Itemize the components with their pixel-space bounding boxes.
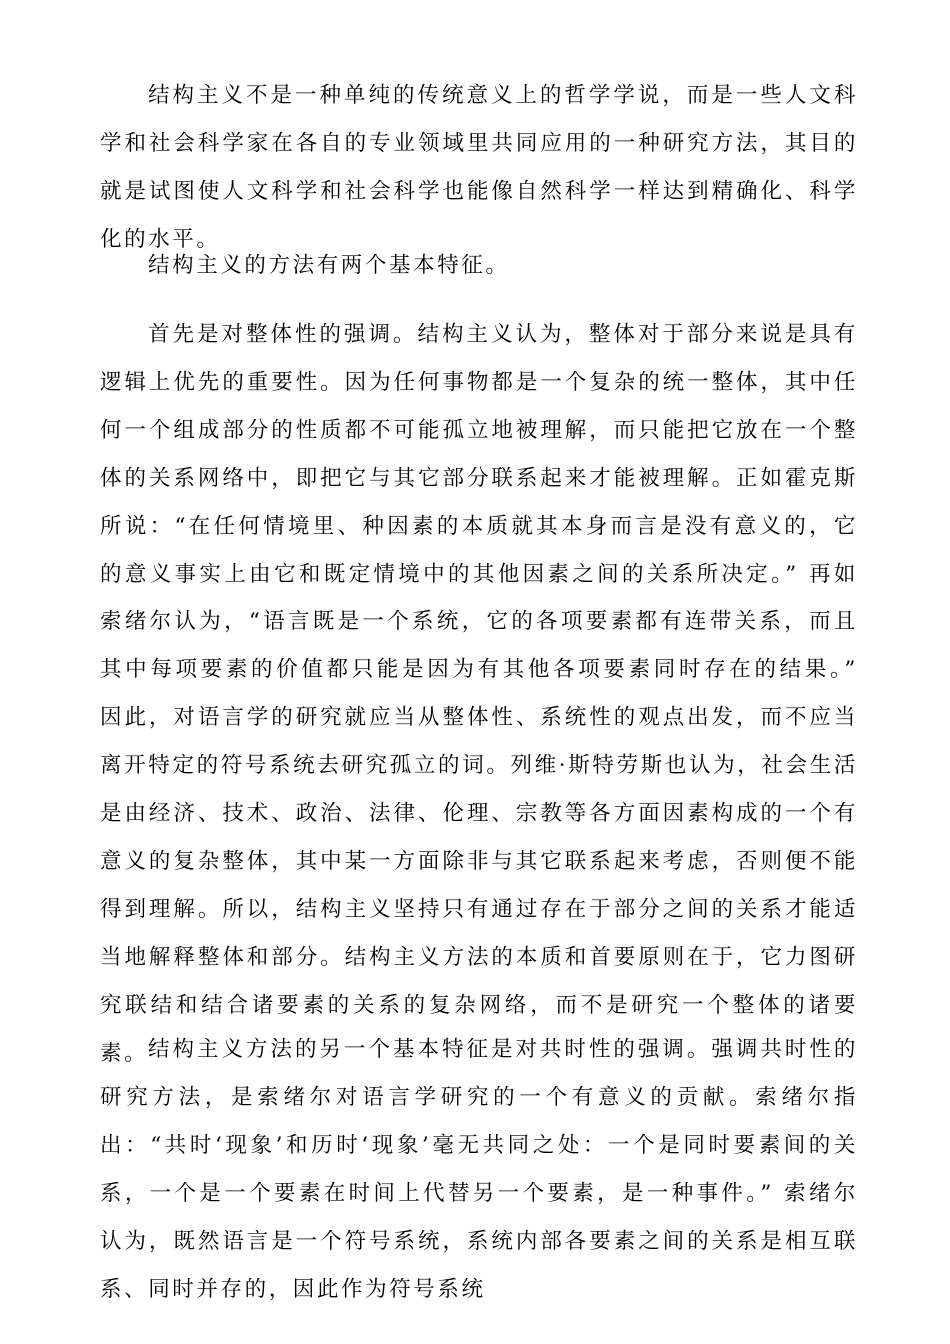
paragraph-two-features: 结构主义的方法有两个基本特征。 bbox=[148, 253, 510, 278]
paragraph-wholeness: 首先是对整体性的强调。结构主义认为，整体对于部分来说是具有逻辑上优先的重要性。因为任何事物都是一个复杂的统一整体，其中任何一个组成部分的性质都不可能孤立地被理解，而只能把它放在一个整体的关系网络中，即把它与其它部分联系起来才能被理解。正如霍克斯所说：“在任何情境里、种因素的本质就其本身而言是没有意义的，它的意义事实上由它和既定情境中的其他因素之间的关系所决定。” 再如索绪尔认为，“语言既是一个系统，它的各项要素都有连带关系，而且其中每项要素的价值都只能是因为有其他各项要素同时存在的结果。” 因此，对语言学的研究就应当从整体性、系统性的观点出发，而不应当离开特定的符号系统去研究孤立的词。列维·斯特劳斯也认为，社会生活是由经济、技术、政治、法律、伦理、宗教等各方面因素构成的一个有意义的复杂整体，其中某一方面除非与其它联系起来考虑，否则便不能得到理解。所以，结构主义坚持只有通过存在于部分之间的关系才能适当地解释整体和部分。结构主义方法的本质和首要原则在于，它力图研究联结和结合诸要素的关系的复杂网络，而不是研究一个整体的诸要素。 bbox=[100, 322, 858, 1066]
paragraph-structuralism-intro: 结构主义不是一种单纯的传统意义上的哲学学说，而是一些人文科学和社会科学家在各自的专业领域里共同应用的一种研究方法，其目的就是试图使人文科学和社会科学也能像自然科学一样达到精确化、科学化的水平。 bbox=[100, 83, 858, 252]
paragraph-synchronicity: 结构主义方法的另一个基本特征是对共时性的强调。强调共时性的研究方法，是索绪尔对语言学研究的一个有意义的贡献。索绪尔指出：“共时‘现象’和历时‘现象’毫无共同之处：一个是同时要素间的关系，一个是一个要素在时间上代替另一个要素，是一种事件。” 索绪尔认为，既然语言是一个符号系统，系统内部各要素之间的关系是相互联系、同时并存的，因此作为符号系统 bbox=[100, 1037, 858, 1302]
